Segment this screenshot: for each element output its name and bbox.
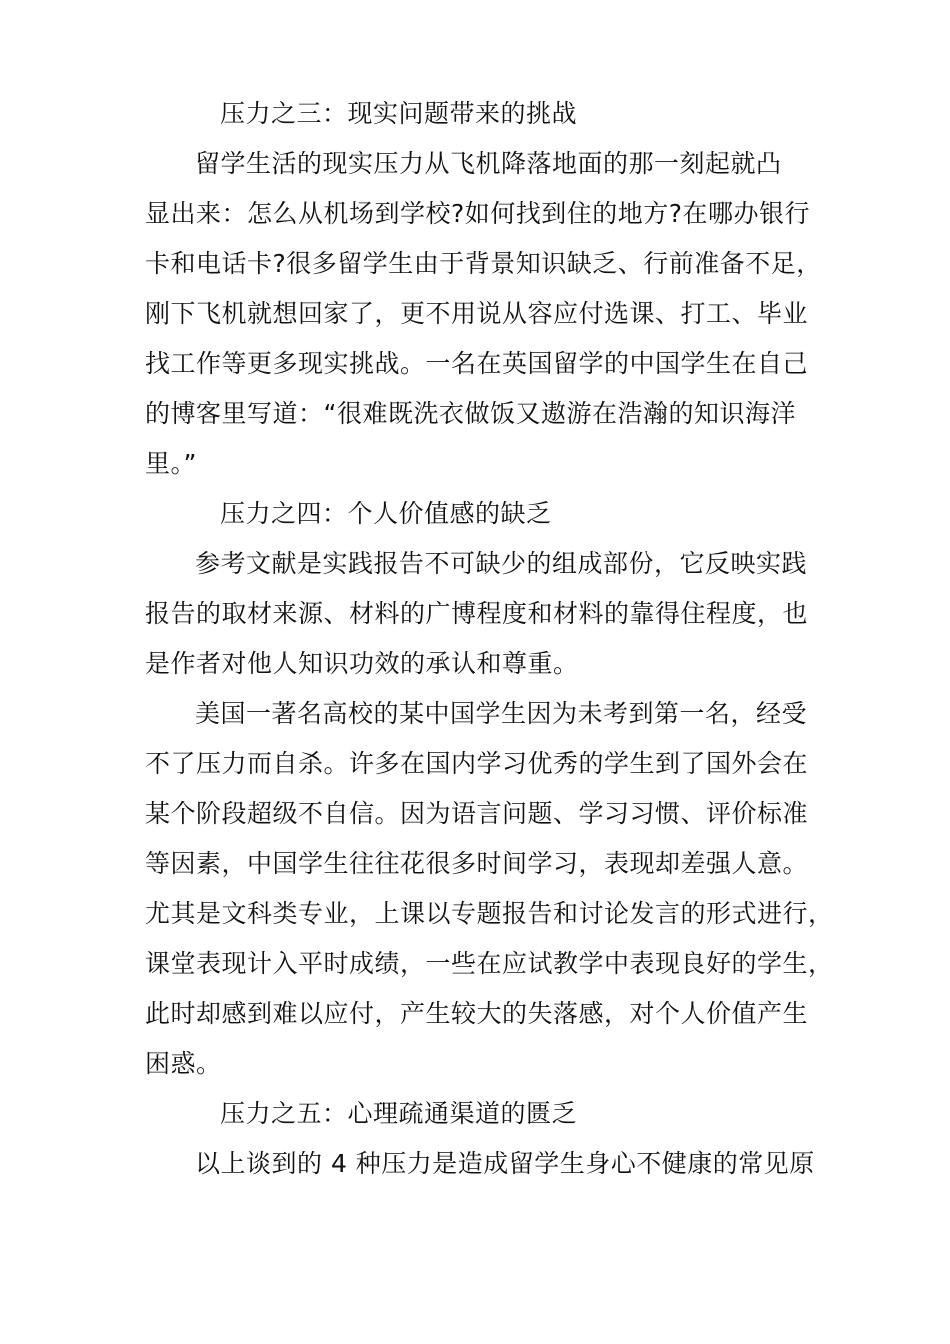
section-heading-4: 压力之四：个人价值感的缺乏 — [220, 499, 552, 528]
paragraph-line: 课堂表现计入平时成绩，一些在应试教学中表现良好的学生， — [145, 949, 834, 978]
paragraph-line: 不了压力而自杀。许多在国内学习优秀的学生到了国外会在 — [145, 749, 809, 778]
paragraph-line: 某个阶段超级不自信。因为语言问题、学习习惯、评价标准 — [145, 799, 809, 828]
paragraph-line: 以上谈到的 4 种压力是造成留学生身心不健康的常见原 — [195, 1149, 815, 1178]
paragraph-line: 的博客里写道：“很难既洗衣做饭又遨游在浩瀚的知识海洋 — [145, 399, 796, 428]
paragraph-line: 报告的取材来源、材料的广博程度和材料的靠得住程度，也 — [145, 599, 809, 628]
paragraph-line: 此时却感到难以应付，产生较大的失落感，对个人价值产生 — [145, 999, 809, 1028]
paragraph-line: 里。” — [145, 449, 197, 478]
paragraph-line: 美国一著名高校的某中国学生因为未考到第一名，经受 — [195, 699, 808, 728]
paragraph-line: 留学生活的现实压力从飞机降落地面的那一刻起就凸 — [195, 149, 782, 178]
paragraph-line: 显出来：怎么从机场到学校?如何找到住的地方?在哪办银行 — [145, 199, 811, 228]
paragraph-line: 是作者对他人知识功效的承认和尊重。 — [145, 649, 579, 678]
paragraph-line: 参考文献是实践报告不可缺少的组成部份，它反映实践 — [195, 549, 808, 578]
paragraph-line: 尤其是文科类专业，上课以专题报告和讨论发言的形式进行， — [145, 899, 834, 928]
paragraph-line: 卡和电话卡?很多留学生由于背景知识缺乏、行前准备不足， — [145, 249, 822, 278]
section-heading-3: 压力之三：现实问题带来的挑战 — [220, 99, 578, 128]
paragraph-line: 等因素，中国学生往往花很多时间学习，表现却差强人意。 — [145, 849, 809, 878]
section-heading-5: 压力之五：心理疏通渠道的匮乏 — [220, 1099, 578, 1128]
paragraph-line: 找工作等更多现实挑战。一名在英国留学的中国学生在自己 — [145, 349, 809, 378]
paragraph-line: 困惑。 — [145, 1049, 222, 1078]
paragraph-line: 刚下飞机就想回家了，更不用说从容应付选课、打工、毕业 — [145, 299, 809, 328]
